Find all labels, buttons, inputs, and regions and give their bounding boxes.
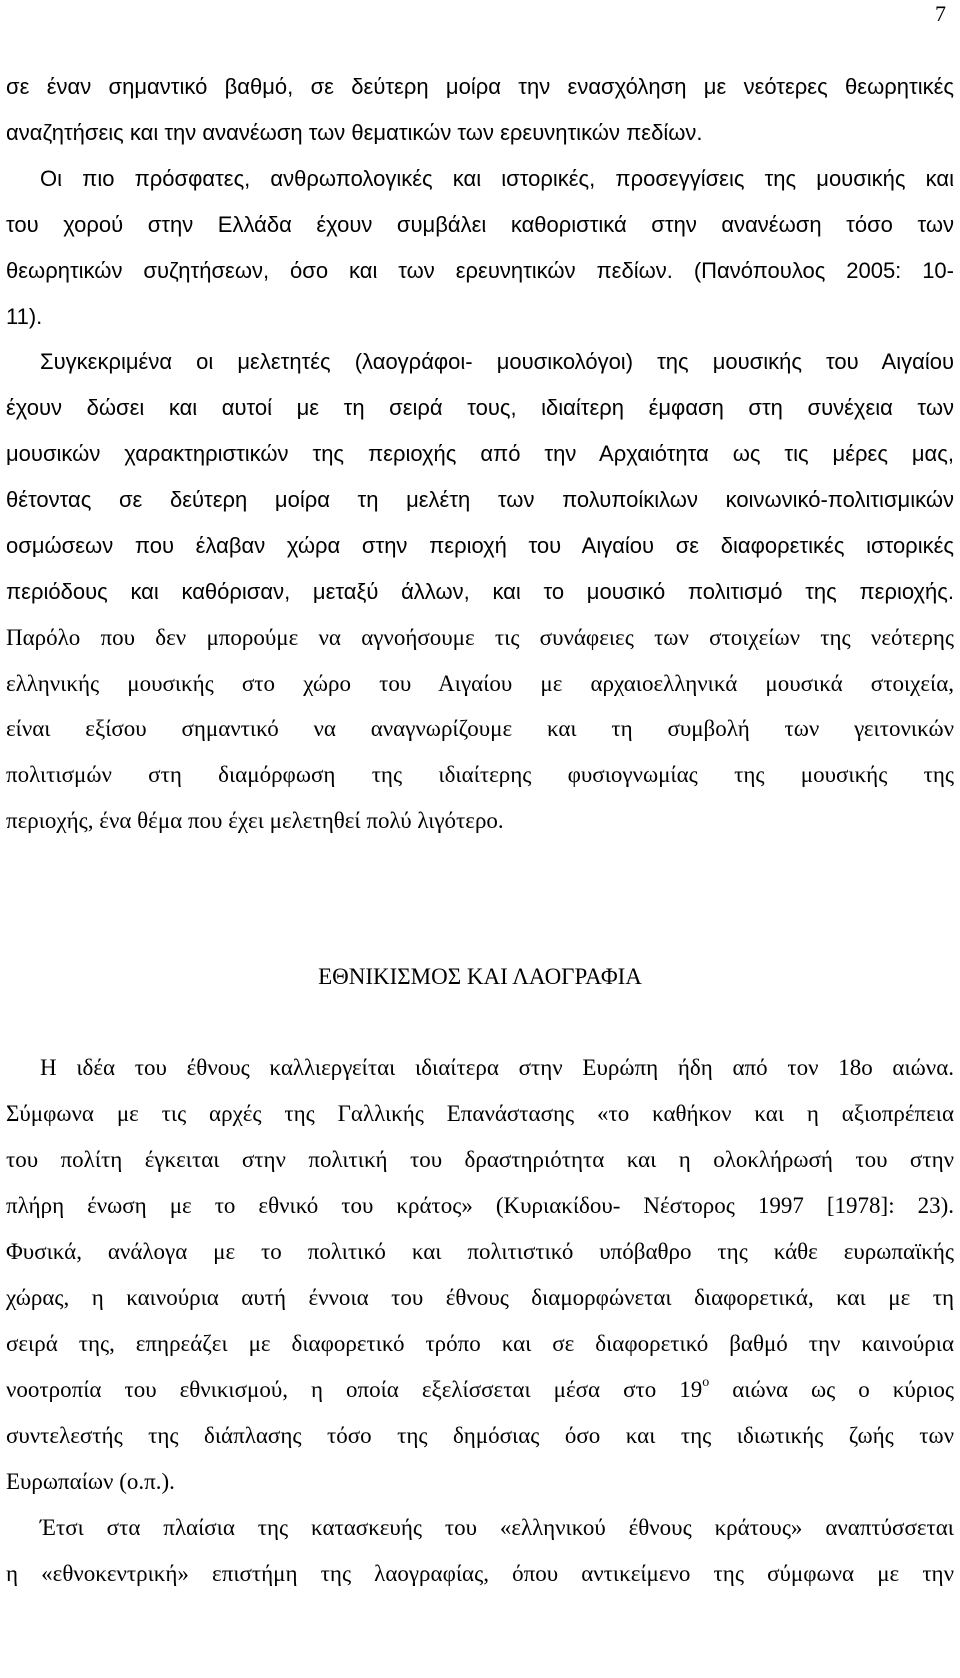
paragraph-line: Έτσι στα πλαίσια της κατασκευής του «ελληνικού έθνους κράτους» αναπτύσσεται — [40, 1515, 954, 1540]
paragraph-line: ελληνικής μουσικής στο χώρο του Αιγαίου με αρχαιοελληνικά μουσικά στοιχεία, — [6, 671, 954, 696]
paragraph-line: Ευρωπαίων (ο.π.). — [6, 1469, 175, 1494]
paragraph-line: θέτοντας σε δεύτερη μοίρα τη μελέτη των πολυποίκιλων κοινωνικό-πολιτισμικών — [6, 487, 954, 512]
paragraph-line: πολιτισμών στη διαμόρφωση της ιδιαίτερης φυσιογνωμίας της μουσικής της — [6, 762, 954, 787]
paragraph-line — [6, 1370, 954, 1410]
paragraph-line: σειρά της, επηρεάζει με διαφορετικό τρόπο και σε διαφορετικό βαθμό την καινούρια — [6, 1331, 954, 1356]
paragraph-line: είναι εξίσου σημαντικό να αναγνωρίζουμε και τη συμβολή των γειτονικών — [6, 716, 954, 741]
paragraph-line: έχουν δώσει και αυτοί με τη σειρά τους, ιδιαίτερη έμφαση στη συνέχεια των — [6, 395, 954, 420]
paragraph-line: 11). — [6, 304, 43, 329]
superscript: ο — [702, 1375, 710, 1391]
paragraph-line: θεωρητικών συζητήσεων, όσο και των ερευνητικών πεδίων. (Πανόπουλος 2005: 10- — [6, 258, 954, 283]
paragraph-text: νοοτροπία του εθνικισμού, η οποία εξελίσσεται μέσα στο 19 — [6, 1377, 703, 1402]
paragraph-line: οσμώσεων που έλαβαν χώρα στην περιοχή του Αιγαίου σε διαφορετικές ιστορικές — [6, 533, 954, 558]
paragraph-line: περιόδους και καθόρισαν, μεταξύ άλλων, και το μουσικό πολιτισμό της περιοχής. — [6, 579, 954, 604]
paragraph-line: Παρόλο που δεν μπορούμε να αγνοήσουμε τις συνάφειες των στοιχείων της νεότερης — [6, 625, 954, 650]
section-heading: ΕΘΝΙΚΙΣΜΟΣ ΚΑΙ ΛΑΟΓΡΑΦΙΑ — [318, 964, 642, 989]
paragraph-line: περιοχής, ένα θέμα που έχει μελετηθεί πολύ λιγότερο. — [6, 808, 504, 833]
paragraph-line: πλήρη ένωση με το εθνικό του κράτος» (Κυριακίδου- Νέστορος 1997 [1978]: 23). — [6, 1193, 954, 1218]
page-number: 7 — [935, 1, 946, 26]
paragraph-line: Φυσικά, ανάλογα με το πολιτικό και πολιτιστικό υπόβαθρο της κάθε ευρωπαϊκής — [6, 1239, 954, 1264]
paragraph-line: Σύμφωνα με τις αρχές της Γαλλικής Επανάστασης «το καθήκον και η αξιοπρέπεια — [6, 1101, 954, 1126]
paragraph-line: η «εθνοκεντρική» επιστήμη της λαογραφίας, όπου αντικείμενο της σύμφωνα με την — [6, 1561, 954, 1586]
paragraph-line: αναζητήσεις και την ανανέωση των θεματικών των ερευνητικών πεδίων. — [6, 120, 703, 145]
paragraph-line: Η ιδέα του έθνους καλλιεργείται ιδιαίτερα στην Ευρώπη ήδη από τον 18ο αιώνα. — [40, 1055, 954, 1080]
paragraph-line: του πολίτη έγκειται στην πολιτική του δραστηριότητα και η ολοκλήρωσή του στην — [6, 1147, 954, 1172]
paragraph-line: σε έναν σημαντικό βαθμό, σε δεύτερη μοίρα την ενασχόληση με νεότερες θεωρητικές — [6, 74, 954, 99]
paragraph-line: Οι πιο πρόσφατες, ανθρωπολογικές και ιστορικές, προσεγγίσεις της μουσικής και — [40, 166, 954, 191]
paragraph-line: χώρας, η καινούρια αυτή έννοια του έθνους διαμορφώνεται διαφορετικά, και με τη — [6, 1285, 954, 1310]
paragraph-line: μουσικών χαρακτηριστικών της περιοχής από την Αρχαιότητα ως τις μέρες μας, — [6, 441, 954, 466]
paragraph-line: συντελεστής της διάπλασης τόσο της δημόσιας όσο και της ιδιωτικής ζωής των — [6, 1423, 954, 1448]
paragraph-line: Συγκεκριμένα οι μελετητές (λαογράφοι- μουσικολόγοι) της μουσικής του Αιγαίου — [40, 349, 954, 374]
paragraph-text: αιώνα ως ο κύριος — [709, 1377, 954, 1402]
paragraph-line: του χορού στην Ελλάδα έχουν συμβάλει καθοριστικά στην ανανέωση τόσο των — [6, 212, 954, 237]
